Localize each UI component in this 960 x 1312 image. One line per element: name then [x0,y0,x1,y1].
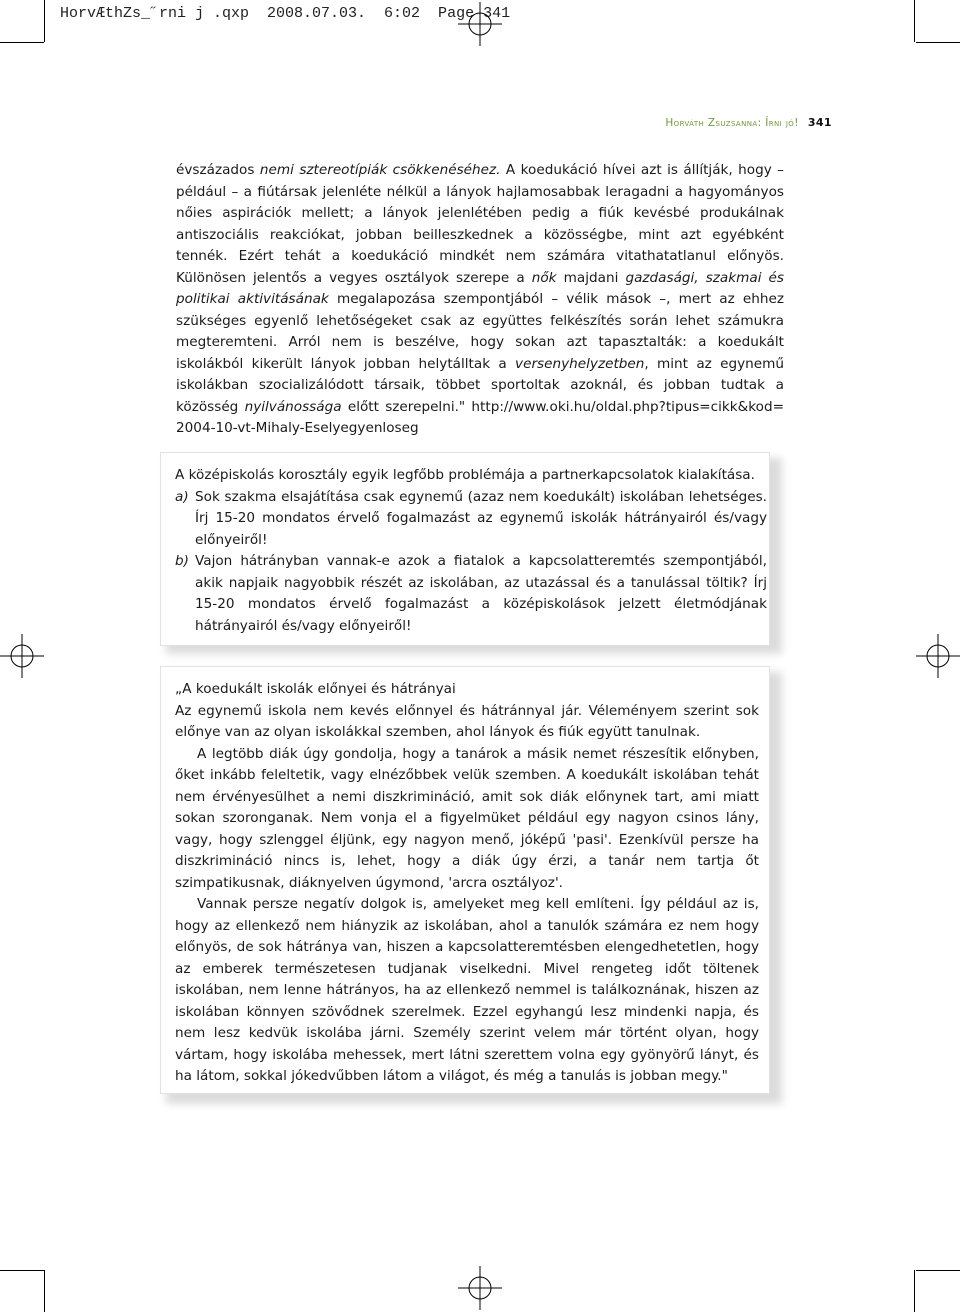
essay-paragraph: Vannak persze negatív dolgok is, amelyeket meg kell említeni. Így például az is, hogy az ellenkező nem hiányzik az iskolában, ahol a tanulók számára ez nem hogy előnyös, de sok hátránya van, hiszen a kapcsolatteremtésben elengedhetetlen, hogy az emberek természetesen tudjanak viselkedni. Mivel rengeteg időt töltenek iskolában, nem lenne hátrányos, ha az ellenkező nemmel is találkoznának, hiszen az iskolában könnyen szövődnek szerelmek. Ezzel egyhangú lesz mindenki napja, és nem lesz kedvük iskolába járni. Személy szerint velem már történt olyan, hogy vártam, hogy iskolába mehessek, mert látni szerettem volna egy gyönyörű lányt, és ha látom, sokkal jókedvűbben látom a világot, és még a tanulás is jobban megy." [175,896,759,1084]
crop-mark [916,1270,960,1271]
emphasis: nemi sztereotípiák csökkenéséhez. [259,162,501,178]
crop-mark [914,1270,915,1312]
crop-mark [914,0,915,42]
registration-mark-bottom [458,1266,502,1310]
registration-mark-right [916,634,960,678]
crop-mark [44,0,45,42]
task-item-label: a) [175,488,189,505]
task-item-b [175,551,767,637]
task-item-text: Sok szakma elsajátítása csak egynemű (azaz nem koedukált) iskolában lehetséges. Írj 15-20 mondatos érvelő fogalmazást az egynemű iskolák hátrányairól és/vagy előnyeiről! [195,488,767,548]
running-head [665,116,832,129]
essay-title: „A koedukált iskolák előnyei és hátrányai [175,681,456,697]
task-item-a [175,487,767,552]
emphasis: nők [531,269,557,286]
crop-mark [44,1270,45,1312]
registration-mark-left [0,634,44,678]
emphasis: nyilvánossága [244,398,342,415]
essay-paragraph: Az egynemű iskola nem kevés előnnyel és hátránnyal jár. Véleményem szerint sok előnye van az olyan iskolákkal szemben, ahol lányok és fiúk együtt tanulnak. [175,702,759,740]
emphasis: versenyhelyzetben [515,355,645,372]
essay-content [175,679,759,1088]
emphasis: gazdasági, szakmai és politikai aktivitásának [176,269,785,307]
body-text [176,160,784,440]
task-intro: A középiskolás korosztály egyik legfőbb problémája a partnerkapcsolatok kialakítása. [175,467,755,483]
text-run: előtt szerepelni." http://www.oki.hu/oldal.php?tipus=cikk&kod= 2004-10-vt-Mihaly-Eselyegyenloseg [176,398,784,436]
essay-paragraph: A legtöbb diák úgy gondolja, hogy a tanárok a másik nemet részesítik előnyben, őket inkább feleltetik, vagy elnézőbbek velük szemben. A koedukált iskolában tehát nem érvényesülhet a nemi diszkrimináció, amit sok diák előnynek tart, ami miatt sokan szoronganak. Nem vonja el a figyelmüket például egy nagyon csinos lány, vagy, hogy szlenggel éljünk, egy nagyon menő, jóképű 'pasi'. Ezenkívül persze ha diszkrimináció nincs is, lehet, hogy a diák úgy érzi, a tanár nem tartja őt szimpatikusnak, diáknyelven úgymond, 'arcra osztályoz'. [175,745,759,891]
task-item-text: Vajon hátrányban vannak-e azok a fiatalok a kapcsolatteremtés szempontjából, akik napjaik nagyobbik részét az iskolában, az utazással és a tanulással töltik? Írj 15-20 mondatos érvelő fogalmazást a középiskolások jelzett életmódjának hátrányairól és/vagy előnyeiről! [195,553,767,634]
text-run: majdani [556,269,626,286]
body-paragraph [176,160,784,440]
text-run: megalapozása szempontjából – vélik mások –, mert az ehhez szükséges egyenlő lehetőségeket csak az együttes felkészítés során lehet számukra megteremteni. Arról nem is beszélve, hogy sokan azt tapasztalták: a koedukált iskolákból kikerült lányok jobban helytálltak a [176,291,784,372]
essay-box [160,666,770,1094]
task-item-label: b) [175,553,189,569]
task-content [175,465,767,637]
registration-mark-top [458,2,502,46]
text-run: A koedukáció hívei azt is állítják, hogy – például – a fiútársak jelenléte nélkül a lányok hajlamosabbak leragadni a hagyományos nőies aspirációk mellett; a lányok jelenlétében pedig a fiúk kevésbé produkálnak antiszociális reakciókat, jobban beilleszkednek a közösségbe, mint azt egyébként tennék. Ezért tehát a koedukáció mindkét nem számára vitathatatlanul előnyös. Különösen jelentős a vegyes osztályok szerepe a [176,162,784,286]
text-run: , mint az egynemű iskolákban szocializálódott társaik, többet sportoltak azoknál, és jobban tudtak a közösség [176,355,784,415]
running-head-title: Horváth Zsuzsanna: Írni jó! [665,117,799,129]
crop-mark [0,1270,44,1271]
crop-mark [0,42,44,43]
crop-mark [916,42,960,43]
task-box [160,452,770,646]
page-number: 341 [807,116,832,129]
print-slug: HorvÆthZs_˝rni j .qxp 2008.07.03. 6:02 Page 341 [60,5,511,22]
text-run: évszázados [176,162,260,178]
